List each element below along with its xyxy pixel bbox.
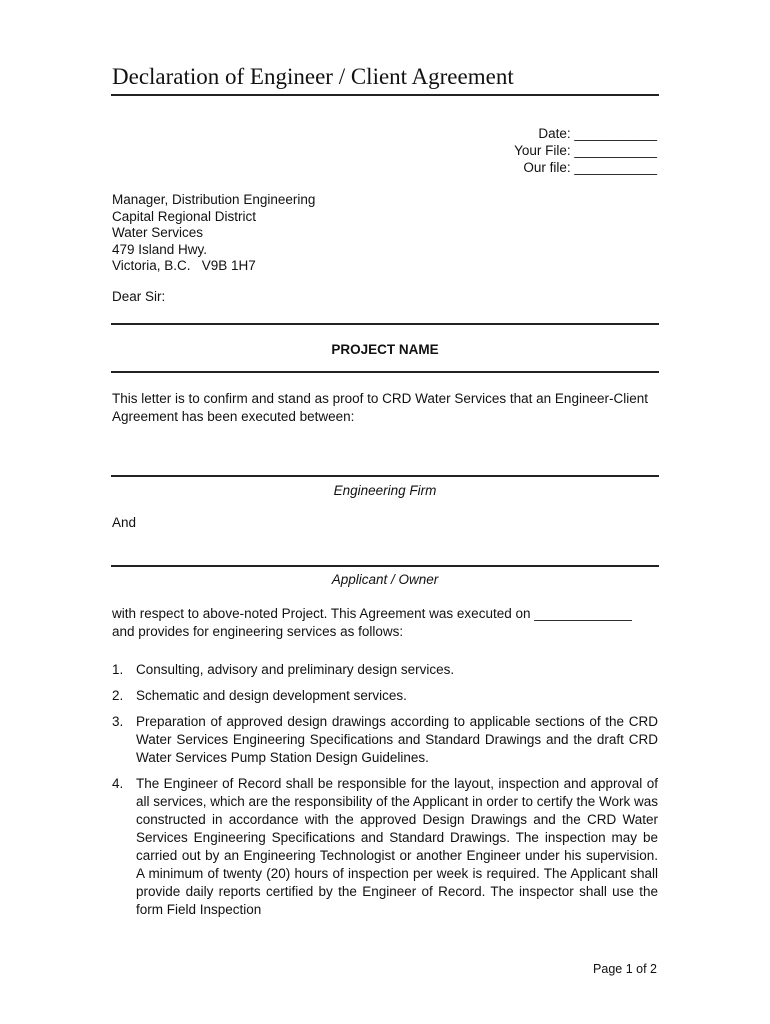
engineering-firm-caption: Engineering Firm — [333, 483, 437, 498]
page-number: Page 1 of 2 — [593, 962, 657, 976]
applicant-caption: Applicant / Owner — [331, 572, 439, 587]
title-underline — [111, 94, 659, 96]
reference-block — [514, 125, 657, 176]
list-number: 4. — [112, 776, 124, 791]
list-item — [112, 775, 658, 919]
recipient-address — [112, 192, 315, 275]
project-top-rule — [111, 323, 659, 325]
document-title: Declaration of Engineer / Client Agreement — [112, 64, 514, 89]
address-line: Capital Regional District — [112, 208, 257, 224]
list-item — [112, 661, 658, 679]
list-number: 2. — [112, 688, 124, 703]
applicant-signature-line — [111, 565, 659, 567]
address-line: Water Services — [112, 225, 204, 240]
list-text: Schematic and design development services. — [136, 688, 407, 703]
engineering-firm-signature-line — [111, 475, 659, 477]
address-line: Victoria, B.C. V9B 1H7 — [112, 258, 256, 273]
list-text: The Engineer of Record shall be responsible for the layout, inspection and approval of all services, which are the responsibility of the Applicant in order to certify the Work was constructed in accordance with the approved Design Drawings and the CRD Water Services Engineering Specifications and Standard Drawings. The inspection may be carried out by an Engineering Technologist or another Engineer under his supervision. A minimum of twenty (20) hours of inspection per week is required. The Applicant shall provide daily reports certified by the Engineer of Record. The inspector shall use the form Field Inspection — [136, 776, 658, 917]
list-item — [112, 687, 658, 705]
list-text: Preparation of approved design drawings according to applicable sections of the CRD Water Services Engineering Specifications and Standard Drawings and the draft CRD Water Services Pump Station Design Guidelines. — [136, 714, 658, 765]
intro-paragraph: This letter is to confirm and stand as proof to CRD Water Services that an Engineer-Client Agreement has been executed between: — [112, 391, 648, 424]
our-file-line: Our file: ___________ — [523, 160, 657, 175]
address-line: Manager, Distribution Engineering — [112, 192, 316, 207]
project-name: PROJECT NAME — [331, 342, 439, 357]
list-text: Consulting, advisory and preliminary design services. — [136, 662, 455, 677]
address-line: 479 Island Hwy. — [112, 241, 208, 257]
respect-paragraph: with respect to above-noted Project. This Agreement was executed on _____________ and provides for engineering services as follows: — [112, 606, 632, 639]
and-text: And — [112, 515, 137, 530]
list-number: 1. — [112, 662, 124, 677]
your-file-line: Your File: ___________ — [514, 143, 657, 158]
salutation: Dear Sir: — [112, 289, 166, 304]
project-bottom-rule — [111, 371, 659, 373]
services-list — [112, 661, 658, 927]
list-number: 3. — [112, 714, 124, 729]
date-line: Date: ___________ — [538, 126, 657, 141]
list-item — [112, 713, 658, 767]
